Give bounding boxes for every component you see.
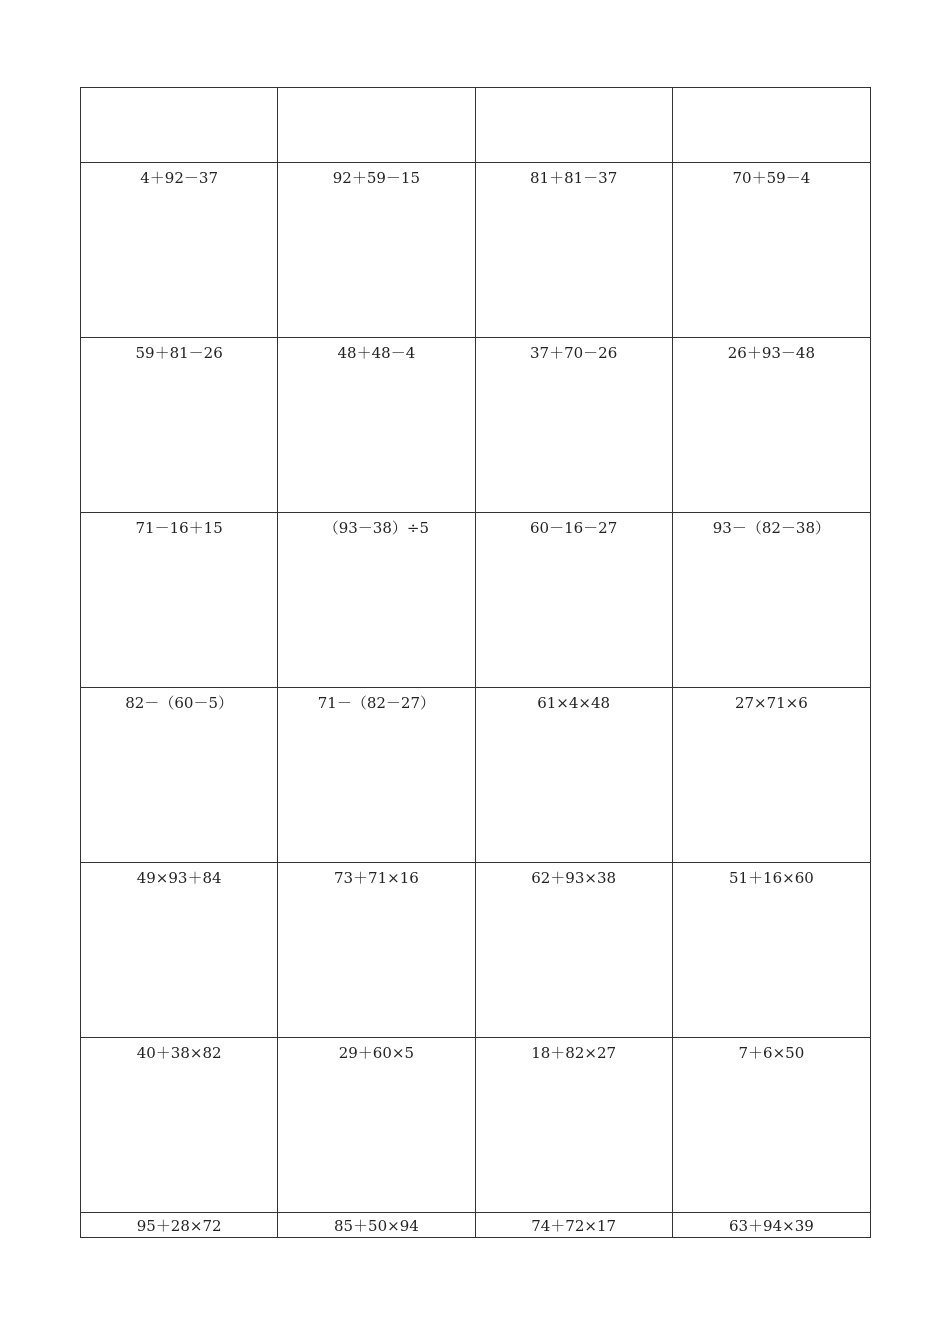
problem-table [80, 87, 871, 1238]
problem-cell: 81＋81－37 [476, 163, 673, 338]
problem-cell: 62＋93×38 [476, 863, 673, 1038]
problem-cell: （93－38）÷5 [278, 513, 475, 688]
problem-cell: 92＋59－15 [278, 163, 475, 338]
problem-cell: 85＋50×94 [278, 1213, 475, 1238]
problem-cell: 74＋72×17 [476, 1213, 673, 1238]
problem-cell: 27×71×6 [673, 688, 870, 863]
header-cell [476, 88, 673, 163]
problem-cell: 60－16－27 [476, 513, 673, 688]
problem-cell: 18＋82×27 [476, 1038, 673, 1213]
problem-cell: 7＋6×50 [673, 1038, 870, 1213]
problem-cell: 4＋92－37 [81, 163, 278, 338]
problem-cell: 40＋38×82 [81, 1038, 278, 1213]
problem-cell: 51＋16×60 [673, 863, 870, 1038]
problem-cell: 71－（82－27） [278, 688, 475, 863]
header-cell [81, 88, 278, 163]
problem-cell: 63＋94×39 [728, 1217, 814, 1235]
problem-cell: 59＋81－26 [81, 338, 278, 513]
problem-cell: 82－（60－5） [81, 688, 278, 863]
problem-cell: 29＋60×5 [278, 1038, 475, 1213]
problem-cell: 70＋59－4 [673, 163, 870, 338]
problem-cell: 73＋71×16 [278, 863, 475, 1038]
problem-cell: 93－（82－38） [673, 513, 870, 688]
header-cell [673, 88, 870, 163]
header-cell [278, 88, 475, 163]
problem-cell: 49×93＋84 [81, 863, 278, 1038]
problem-cell: 71－16＋15 [81, 513, 278, 688]
problem-cell: 48＋48－4 [278, 338, 475, 513]
problem-cell: 61×4×48 [476, 688, 673, 863]
problem-cell: 37＋70－26 [476, 338, 673, 513]
problem-cell: 26＋93－48 [673, 338, 870, 513]
problem-cell: 95＋28×72 [81, 1213, 278, 1238]
